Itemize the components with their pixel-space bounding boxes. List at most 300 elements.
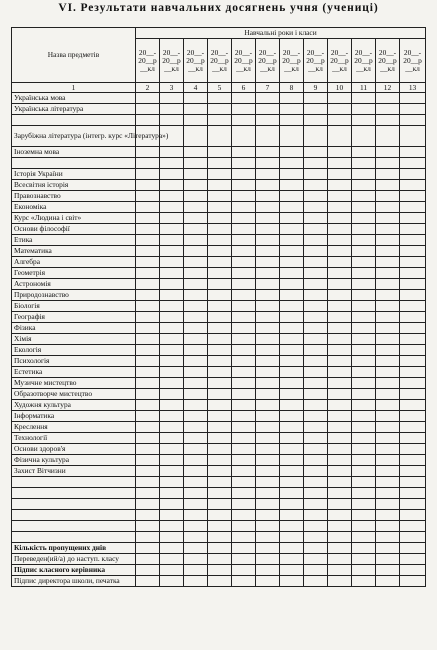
grade-cell[interactable] [184, 499, 208, 510]
grade-cell[interactable] [328, 93, 352, 104]
grade-cell[interactable] [208, 433, 232, 444]
grade-cell[interactable] [232, 235, 256, 246]
grade-cell[interactable] [256, 576, 280, 587]
grade-cell[interactable] [232, 147, 256, 158]
grade-cell[interactable] [376, 301, 400, 312]
grade-cell[interactable] [328, 367, 352, 378]
grade-cell[interactable] [376, 246, 400, 257]
grade-cell[interactable] [304, 499, 328, 510]
grade-cell[interactable] [376, 367, 400, 378]
grade-cell[interactable] [376, 279, 400, 290]
grade-cell[interactable] [280, 554, 304, 565]
grade-cell[interactable] [304, 246, 328, 257]
grade-cell[interactable] [256, 301, 280, 312]
grade-cell[interactable] [136, 104, 160, 115]
grade-cell[interactable] [400, 202, 426, 213]
grade-cell[interactable] [184, 576, 208, 587]
grade-cell[interactable] [400, 279, 426, 290]
grade-cell[interactable] [136, 202, 160, 213]
grade-cell[interactable] [328, 213, 352, 224]
grade-cell[interactable] [184, 433, 208, 444]
grade-cell[interactable] [184, 235, 208, 246]
grade-cell[interactable] [208, 565, 232, 576]
grade-cell[interactable] [400, 488, 426, 499]
grade-cell[interactable] [376, 180, 400, 191]
grade-cell[interactable] [376, 400, 400, 411]
grade-cell[interactable] [184, 345, 208, 356]
grade-cell[interactable] [136, 147, 160, 158]
grade-cell[interactable] [400, 367, 426, 378]
year-class-cell[interactable] [184, 39, 208, 83]
grade-cell[interactable] [328, 323, 352, 334]
grade-cell[interactable] [304, 180, 328, 191]
grade-cell[interactable] [256, 554, 280, 565]
grade-cell[interactable] [352, 521, 376, 532]
grade-cell[interactable] [232, 312, 256, 323]
grade-cell[interactable] [208, 378, 232, 389]
grade-cell[interactable] [256, 158, 280, 169]
grade-cell[interactable] [208, 400, 232, 411]
grade-cell[interactable] [208, 301, 232, 312]
grade-cell[interactable] [304, 191, 328, 202]
grade-cell[interactable] [280, 499, 304, 510]
grade-cell[interactable] [208, 367, 232, 378]
grade-cell[interactable] [256, 235, 280, 246]
grade-cell[interactable] [136, 93, 160, 104]
grade-cell[interactable] [232, 246, 256, 257]
grade-cell[interactable] [400, 126, 426, 147]
grade-cell[interactable] [160, 104, 184, 115]
grade-cell[interactable] [280, 290, 304, 301]
grade-cell[interactable] [400, 246, 426, 257]
grade-cell[interactable] [304, 126, 328, 147]
grade-cell[interactable] [400, 477, 426, 488]
grade-cell[interactable] [376, 576, 400, 587]
grade-cell[interactable] [256, 411, 280, 422]
grade-cell[interactable] [208, 444, 232, 455]
year-class-cell[interactable] [304, 39, 328, 83]
grade-cell[interactable] [376, 510, 400, 521]
grade-cell[interactable] [232, 477, 256, 488]
grade-cell[interactable] [232, 323, 256, 334]
grade-cell[interactable] [376, 444, 400, 455]
grade-cell[interactable] [352, 312, 376, 323]
grade-cell[interactable] [184, 367, 208, 378]
grade-cell[interactable] [352, 158, 376, 169]
grade-cell[interactable] [304, 433, 328, 444]
grade-cell[interactable] [136, 290, 160, 301]
grade-cell[interactable] [280, 367, 304, 378]
grade-cell[interactable] [256, 290, 280, 301]
grade-cell[interactable] [136, 334, 160, 345]
grade-cell[interactable] [352, 224, 376, 235]
grade-cell[interactable] [232, 345, 256, 356]
grade-cell[interactable] [400, 422, 426, 433]
grade-cell[interactable] [232, 466, 256, 477]
grade-cell[interactable] [328, 345, 352, 356]
grade-cell[interactable] [184, 411, 208, 422]
grade-cell[interactable] [208, 323, 232, 334]
year-class-cell[interactable] [160, 39, 184, 83]
grade-cell[interactable] [280, 301, 304, 312]
grade-cell[interactable] [352, 235, 376, 246]
grade-cell[interactable] [352, 543, 376, 554]
grade-cell[interactable] [184, 93, 208, 104]
grade-cell[interactable] [184, 477, 208, 488]
grade-cell[interactable] [184, 488, 208, 499]
grade-cell[interactable] [184, 169, 208, 180]
grade-cell[interactable] [184, 115, 208, 126]
grade-cell[interactable] [136, 576, 160, 587]
grade-cell[interactable] [208, 158, 232, 169]
grade-cell[interactable] [136, 411, 160, 422]
grade-cell[interactable] [232, 202, 256, 213]
grade-cell[interactable] [304, 213, 328, 224]
grade-cell[interactable] [208, 422, 232, 433]
grade-cell[interactable] [280, 356, 304, 367]
grade-cell[interactable] [376, 147, 400, 158]
grade-cell[interactable] [280, 543, 304, 554]
grade-cell[interactable] [376, 268, 400, 279]
grade-cell[interactable] [400, 499, 426, 510]
grade-cell[interactable] [304, 521, 328, 532]
grade-cell[interactable] [184, 356, 208, 367]
grade-cell[interactable] [232, 356, 256, 367]
grade-cell[interactable] [328, 158, 352, 169]
grade-cell[interactable] [256, 400, 280, 411]
grade-cell[interactable] [400, 290, 426, 301]
grade-cell[interactable] [304, 466, 328, 477]
grade-cell[interactable] [160, 422, 184, 433]
grade-cell[interactable] [256, 477, 280, 488]
grade-cell[interactable] [208, 202, 232, 213]
grade-cell[interactable] [328, 532, 352, 543]
grade-cell[interactable] [136, 455, 160, 466]
year-class-cell[interactable] [328, 39, 352, 83]
year-class-cell[interactable] [256, 39, 280, 83]
grade-cell[interactable] [208, 334, 232, 345]
grade-cell[interactable] [160, 312, 184, 323]
grade-cell[interactable] [328, 334, 352, 345]
grade-cell[interactable] [352, 400, 376, 411]
grade-cell[interactable] [352, 126, 376, 147]
grade-cell[interactable] [376, 202, 400, 213]
grade-cell[interactable] [232, 158, 256, 169]
grade-cell[interactable] [328, 466, 352, 477]
grade-cell[interactable] [160, 521, 184, 532]
grade-cell[interactable] [256, 279, 280, 290]
grade-cell[interactable] [208, 356, 232, 367]
grade-cell[interactable] [400, 565, 426, 576]
grade-cell[interactable] [256, 455, 280, 466]
grade-cell[interactable] [208, 455, 232, 466]
grade-cell[interactable] [256, 147, 280, 158]
grade-cell[interactable] [256, 126, 280, 147]
grade-cell[interactable] [304, 400, 328, 411]
grade-cell[interactable] [280, 334, 304, 345]
grade-cell[interactable] [328, 565, 352, 576]
grade-cell[interactable] [232, 411, 256, 422]
grade-cell[interactable] [304, 115, 328, 126]
grade-cell[interactable] [376, 323, 400, 334]
grade-cell[interactable] [280, 565, 304, 576]
grade-cell[interactable] [400, 147, 426, 158]
grade-cell[interactable] [232, 126, 256, 147]
grade-cell[interactable] [400, 356, 426, 367]
grade-cell[interactable] [376, 290, 400, 301]
grade-cell[interactable] [208, 477, 232, 488]
grade-cell[interactable] [184, 334, 208, 345]
grade-cell[interactable] [376, 334, 400, 345]
grade-cell[interactable] [328, 554, 352, 565]
grade-cell[interactable] [136, 356, 160, 367]
grade-cell[interactable] [160, 356, 184, 367]
grade-cell[interactable] [184, 104, 208, 115]
grade-cell[interactable] [304, 279, 328, 290]
grade-cell[interactable] [160, 345, 184, 356]
grade-cell[interactable] [400, 433, 426, 444]
grade-cell[interactable] [208, 224, 232, 235]
grade-cell[interactable] [352, 268, 376, 279]
grade-cell[interactable] [184, 312, 208, 323]
grade-cell[interactable] [232, 444, 256, 455]
grade-cell[interactable] [208, 279, 232, 290]
grade-cell[interactable] [232, 268, 256, 279]
grade-cell[interactable] [136, 565, 160, 576]
grade-cell[interactable] [208, 191, 232, 202]
grade-cell[interactable] [256, 180, 280, 191]
grade-cell[interactable] [160, 389, 184, 400]
grade-cell[interactable] [232, 510, 256, 521]
grade-cell[interactable] [280, 532, 304, 543]
grade-cell[interactable] [184, 444, 208, 455]
grade-cell[interactable] [232, 334, 256, 345]
grade-cell[interactable] [208, 389, 232, 400]
grade-cell[interactable] [136, 532, 160, 543]
grade-cell[interactable] [256, 345, 280, 356]
grade-cell[interactable] [232, 378, 256, 389]
grade-cell[interactable] [280, 246, 304, 257]
grade-cell[interactable] [280, 411, 304, 422]
grade-cell[interactable] [256, 488, 280, 499]
grade-cell[interactable] [376, 422, 400, 433]
grade-cell[interactable] [400, 510, 426, 521]
year-class-cell[interactable] [136, 39, 160, 83]
grade-cell[interactable] [280, 224, 304, 235]
grade-cell[interactable] [400, 466, 426, 477]
grade-cell[interactable] [328, 455, 352, 466]
grade-cell[interactable] [208, 510, 232, 521]
grade-cell[interactable] [304, 422, 328, 433]
grade-cell[interactable] [208, 169, 232, 180]
grade-cell[interactable] [400, 411, 426, 422]
grade-cell[interactable] [280, 158, 304, 169]
grade-cell[interactable] [376, 565, 400, 576]
grade-cell[interactable] [160, 576, 184, 587]
grade-cell[interactable] [256, 433, 280, 444]
grade-cell[interactable] [400, 400, 426, 411]
grade-cell[interactable] [136, 246, 160, 257]
grade-cell[interactable] [160, 235, 184, 246]
grade-cell[interactable] [184, 213, 208, 224]
grade-cell[interactable] [184, 422, 208, 433]
grade-cell[interactable] [400, 180, 426, 191]
grade-cell[interactable] [304, 554, 328, 565]
grade-cell[interactable] [400, 115, 426, 126]
grade-cell[interactable] [304, 202, 328, 213]
grade-cell[interactable] [400, 345, 426, 356]
grade-cell[interactable] [136, 323, 160, 334]
grade-cell[interactable] [352, 356, 376, 367]
grade-cell[interactable] [136, 389, 160, 400]
grade-cell[interactable] [376, 158, 400, 169]
grade-cell[interactable] [400, 532, 426, 543]
grade-cell[interactable] [376, 521, 400, 532]
grade-cell[interactable] [328, 169, 352, 180]
year-class-cell[interactable] [232, 39, 256, 83]
grade-cell[interactable] [208, 532, 232, 543]
grade-cell[interactable] [352, 466, 376, 477]
grade-cell[interactable] [256, 169, 280, 180]
grade-cell[interactable] [208, 499, 232, 510]
grade-cell[interactable] [376, 411, 400, 422]
grade-cell[interactable] [328, 444, 352, 455]
grade-cell[interactable] [400, 455, 426, 466]
grade-cell[interactable] [184, 126, 208, 147]
grade-cell[interactable] [184, 565, 208, 576]
grade-cell[interactable] [184, 301, 208, 312]
grade-cell[interactable] [304, 169, 328, 180]
grade-cell[interactable] [328, 411, 352, 422]
grade-cell[interactable] [352, 345, 376, 356]
grade-cell[interactable] [352, 499, 376, 510]
grade-cell[interactable] [160, 191, 184, 202]
grade-cell[interactable] [304, 510, 328, 521]
grade-cell[interactable] [352, 279, 376, 290]
grade-cell[interactable] [400, 224, 426, 235]
grade-cell[interactable] [400, 334, 426, 345]
grade-cell[interactable] [376, 224, 400, 235]
grade-cell[interactable] [160, 334, 184, 345]
grade-cell[interactable] [280, 466, 304, 477]
grade-cell[interactable] [208, 576, 232, 587]
grade-cell[interactable] [280, 345, 304, 356]
grade-cell[interactable] [136, 499, 160, 510]
grade-cell[interactable] [304, 455, 328, 466]
grade-cell[interactable] [208, 488, 232, 499]
grade-cell[interactable] [304, 367, 328, 378]
grade-cell[interactable] [328, 576, 352, 587]
grade-cell[interactable] [400, 268, 426, 279]
grade-cell[interactable] [136, 345, 160, 356]
grade-cell[interactable] [232, 400, 256, 411]
grade-cell[interactable] [232, 521, 256, 532]
grade-cell[interactable] [376, 104, 400, 115]
grade-cell[interactable] [232, 104, 256, 115]
grade-cell[interactable] [136, 224, 160, 235]
grade-cell[interactable] [136, 367, 160, 378]
grade-cell[interactable] [328, 279, 352, 290]
grade-cell[interactable] [376, 93, 400, 104]
grade-cell[interactable] [304, 345, 328, 356]
grade-cell[interactable] [136, 257, 160, 268]
grade-cell[interactable] [232, 367, 256, 378]
grade-cell[interactable] [352, 455, 376, 466]
grade-cell[interactable] [232, 565, 256, 576]
grade-cell[interactable] [304, 444, 328, 455]
grade-cell[interactable] [376, 191, 400, 202]
grade-cell[interactable] [160, 147, 184, 158]
grade-cell[interactable] [160, 400, 184, 411]
grade-cell[interactable] [376, 257, 400, 268]
grade-cell[interactable] [256, 378, 280, 389]
grade-cell[interactable] [160, 202, 184, 213]
grade-cell[interactable] [304, 356, 328, 367]
grade-cell[interactable] [304, 224, 328, 235]
grade-cell[interactable] [256, 543, 280, 554]
grade-cell[interactable] [184, 554, 208, 565]
grade-cell[interactable] [376, 532, 400, 543]
grade-cell[interactable] [232, 543, 256, 554]
grade-cell[interactable] [256, 104, 280, 115]
grade-cell[interactable] [208, 411, 232, 422]
grade-cell[interactable] [208, 104, 232, 115]
grade-cell[interactable] [328, 521, 352, 532]
grade-cell[interactable] [304, 488, 328, 499]
grade-cell[interactable] [280, 576, 304, 587]
grade-cell[interactable] [328, 191, 352, 202]
grade-cell[interactable] [400, 191, 426, 202]
grade-cell[interactable] [136, 444, 160, 455]
grade-cell[interactable] [232, 257, 256, 268]
grade-cell[interactable] [352, 169, 376, 180]
grade-cell[interactable] [256, 532, 280, 543]
grade-cell[interactable] [304, 334, 328, 345]
grade-cell[interactable] [160, 510, 184, 521]
grade-cell[interactable] [280, 115, 304, 126]
grade-cell[interactable] [376, 488, 400, 499]
grade-cell[interactable] [328, 235, 352, 246]
grade-cell[interactable] [328, 510, 352, 521]
grade-cell[interactable] [256, 389, 280, 400]
grade-cell[interactable] [136, 169, 160, 180]
grade-cell[interactable] [136, 180, 160, 191]
grade-cell[interactable] [232, 213, 256, 224]
grade-cell[interactable] [280, 268, 304, 279]
grade-cell[interactable] [136, 191, 160, 202]
grade-cell[interactable] [136, 268, 160, 279]
grade-cell[interactable] [352, 565, 376, 576]
grade-cell[interactable] [400, 158, 426, 169]
grade-cell[interactable] [232, 422, 256, 433]
grade-cell[interactable] [160, 477, 184, 488]
grade-cell[interactable] [280, 147, 304, 158]
grade-cell[interactable] [328, 290, 352, 301]
grade-cell[interactable] [184, 158, 208, 169]
grade-cell[interactable] [352, 115, 376, 126]
grade-cell[interactable] [328, 246, 352, 257]
grade-cell[interactable] [184, 510, 208, 521]
grade-cell[interactable] [304, 290, 328, 301]
grade-cell[interactable] [328, 115, 352, 126]
grade-cell[interactable] [184, 257, 208, 268]
grade-cell[interactable] [280, 169, 304, 180]
grade-cell[interactable] [304, 477, 328, 488]
grade-cell[interactable] [256, 268, 280, 279]
grade-cell[interactable] [160, 444, 184, 455]
grade-cell[interactable] [256, 115, 280, 126]
grade-cell[interactable] [256, 202, 280, 213]
